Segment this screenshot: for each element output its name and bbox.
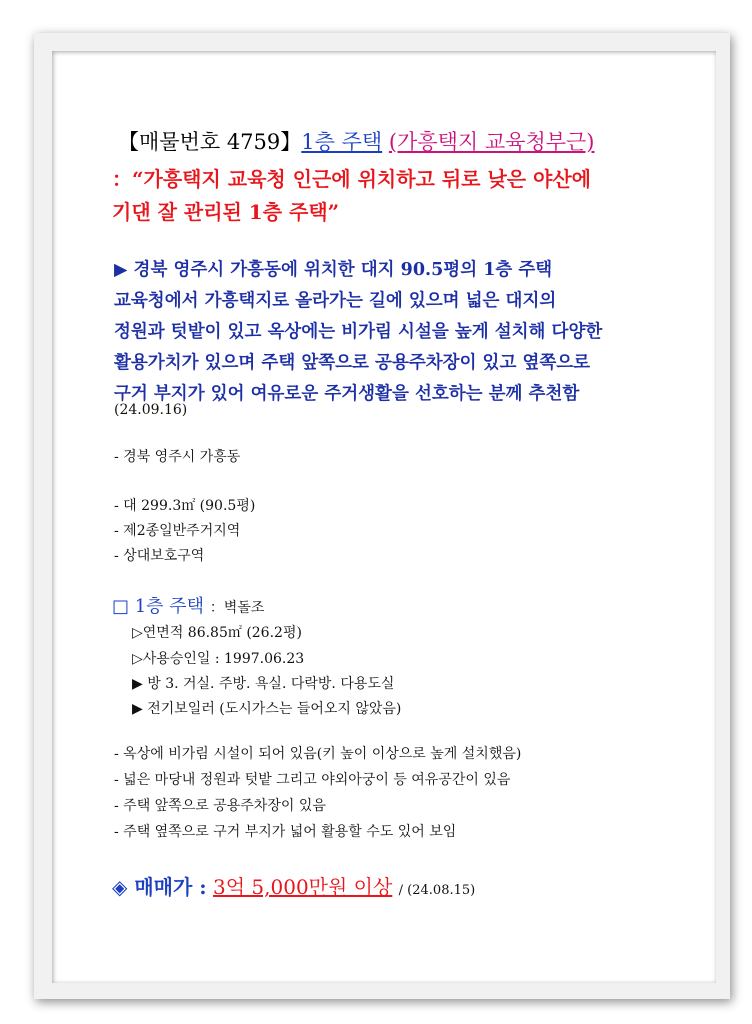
note-item: - 옥상에 비가림 시설이 되어 있음(키 높이 이상으로 높게 설치했음) — [114, 746, 522, 762]
building-title: □ 1층 주택 — [112, 596, 205, 617]
zoning-item: - 제2종일반주거지역 — [114, 523, 241, 539]
description-line: 활용가치가 있으며 주택 앞쪽으로 공용주차장이 있고 옆쪽으로 — [114, 353, 591, 373]
property-location: (가흥택지 교육청부근) — [388, 130, 595, 154]
description-line: 교육청에서 가흥택지로 올라가는 길에 있으며 넓은 대지의 — [114, 291, 557, 311]
property-type: 1층 주택 — [301, 130, 383, 154]
building-detail: ▷연면적 86.85㎡ (26.2평) — [132, 625, 302, 641]
headline-quote-line-2: 기댄 잘 관리된 1층 주택” — [112, 200, 340, 224]
building-detail: ▷사용승인일 : 1997.06.23 — [132, 651, 305, 667]
listing-title — [118, 126, 595, 156]
protection-zone-item: - 상대보호구역 — [114, 548, 205, 564]
land-area-item: - 대 299.3㎡ (90.5평) — [114, 498, 256, 514]
listing-number: 【매물번호 4759】 — [118, 130, 302, 154]
price-value: 3억 5,000만원 이상 — [213, 875, 393, 899]
description-date: (24.09.16) — [114, 402, 188, 418]
building-structure: ：벽돌조 — [209, 600, 265, 616]
address-item: - 경북 영주시 가흥동 — [114, 449, 241, 465]
description-line: 구거 부지가 있어 여유로운 주거생활을 선호하는 분께 추천함 — [114, 384, 580, 404]
building-heading — [112, 592, 264, 618]
note-item: - 주택 앞쪽으로 공용주차장이 있음 — [114, 798, 326, 814]
building-detail: ▶ 전기보일러 (도시가스는 들어오지 않았음) — [132, 701, 402, 717]
description-line: ▶ 경북 영주시 가흥동에 위치한 대지 90.5평의 1층 주택 — [114, 260, 553, 280]
price-date: / (24.08.15) — [398, 883, 476, 898]
note-item: - 넓은 마당내 정원과 텃밭 그리고 야외아궁이 등 여유공간이 있음 — [114, 772, 511, 788]
price-line — [112, 871, 475, 900]
price-label: ◈ 매매가 : — [112, 875, 207, 899]
building-detail: ▶ 방 3. 거실. 주방. 욕실. 다락방. 다용도실 — [132, 676, 395, 692]
note-item: - 주택 옆쪽으로 구거 부지가 넓어 활용할 수도 있어 보임 — [114, 824, 457, 840]
headline-quote-line-1: ：“가흥택지 교육청 인근에 위치하고 뒤로 낮은 야산에 — [112, 167, 592, 191]
description-line: 정원과 텃밭이 있고 옥상에는 비가림 시설을 높게 설치해 다양한 — [114, 322, 603, 342]
